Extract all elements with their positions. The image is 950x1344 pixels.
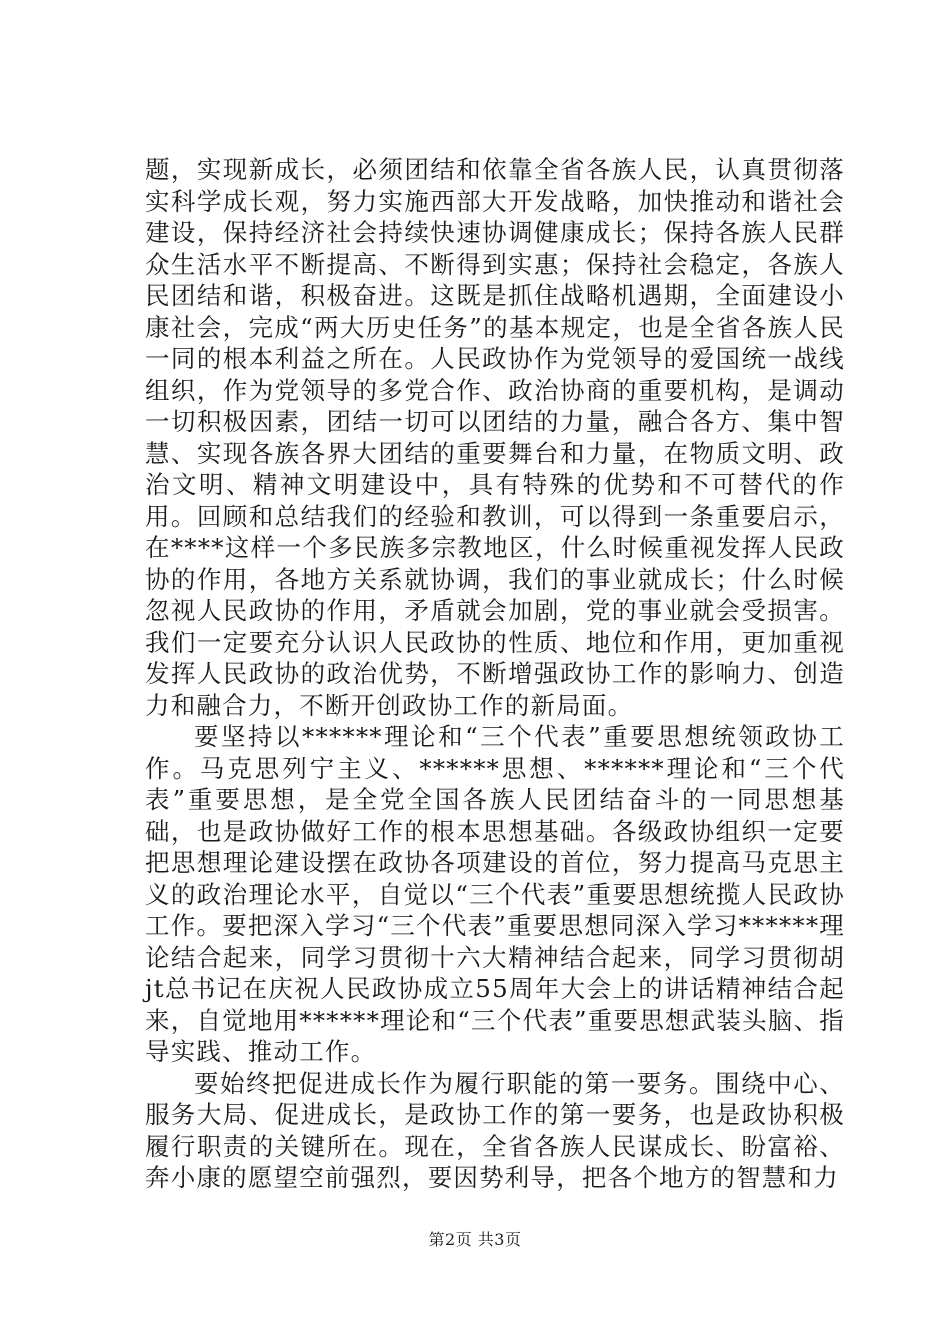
page-number-footer: 第2页 共3页 <box>428 1230 522 1249</box>
paragraph-2: 要坚持以******理论和“三个代表”重要思想统领政协工作。马克思列宁主义、******思想、******理论和“三个代表”重要思想，是全党全国各族人民团结奋斗的一同思想基础，也是政协做好工作的根本思想基础。各级政协组织一定要把思想理论建设摆在政协各项建设的首位，努力提高马克思主义的政治理论水平，自觉以“三个代表”重要思想统揽人民政协工作。要把深入学习“三个代表”重要思想同深入学习******理论结合起来，同学习贯彻十六大精神结合起来，同学习贯彻胡jt总书记在庆祝人民政协成立55周年大会上的讲话精神结合起来，自觉地用******理论和“三个代表”重要思想武装头脑、指导实践、推动工作。 <box>145 722 845 1066</box>
paragraph-1: 题，实现新成长，必须团结和依靠全省各族人民，认真贯彻落实科学成长观，努力实施西部大开发战略，加快推动和谐社会建设，保持经济社会持续快速协调健康成长；保持各族人民群众生活水平不断提高、不断得到实惠；保持社会稳定，各族人民团结和谐，积极奋进。这既是抓住战略机遇期，全面建设小康社会，完成“两大历史任务”的基本规定，也是全省各族人民一同的根本利益之所在。人民政协作为党领导的爱国统一战线组织，作为党领导的多党合作、政治协商的重要机构，是调动一切积极因素，团结一切可以团结的力量，融合各方、集中智慧、实现各族各界大团结的重要舞台和力量，在物质文明、政治文明、精神文明建设中，具有特殊的优势和不可替代的作用。回顾和总结我们的经验和教训，可以得到一条重要启示，在****这样一个多民族多宗教地区，什么时候重视发挥人民政协的作用，各地方关系就协调，我们的事业就成长；什么时候忽视人民政协的作用，矛盾就会加剧，党的事业就会受损害。我们一定要充分认识人民政协的性质、地位和作用，更加重视发挥人民政协的政治优势，不断增强政协工作的影响力、创造力和融合力，不断开创政协工作的新局面。 <box>145 155 845 720</box>
paragraph-3: 要始终把促进成长作为履行职能的第一要务。围绕中心、服务大局、促进成长，是政协工作的第一要务，也是政协积极履行职责的关键所在。现在，全省各族人民谋成长、盼富裕、奔小康的愿望空前强烈，要因势利导，把各个地方的智慧和力 <box>145 1068 845 1192</box>
document-body <box>145 154 845 1194</box>
